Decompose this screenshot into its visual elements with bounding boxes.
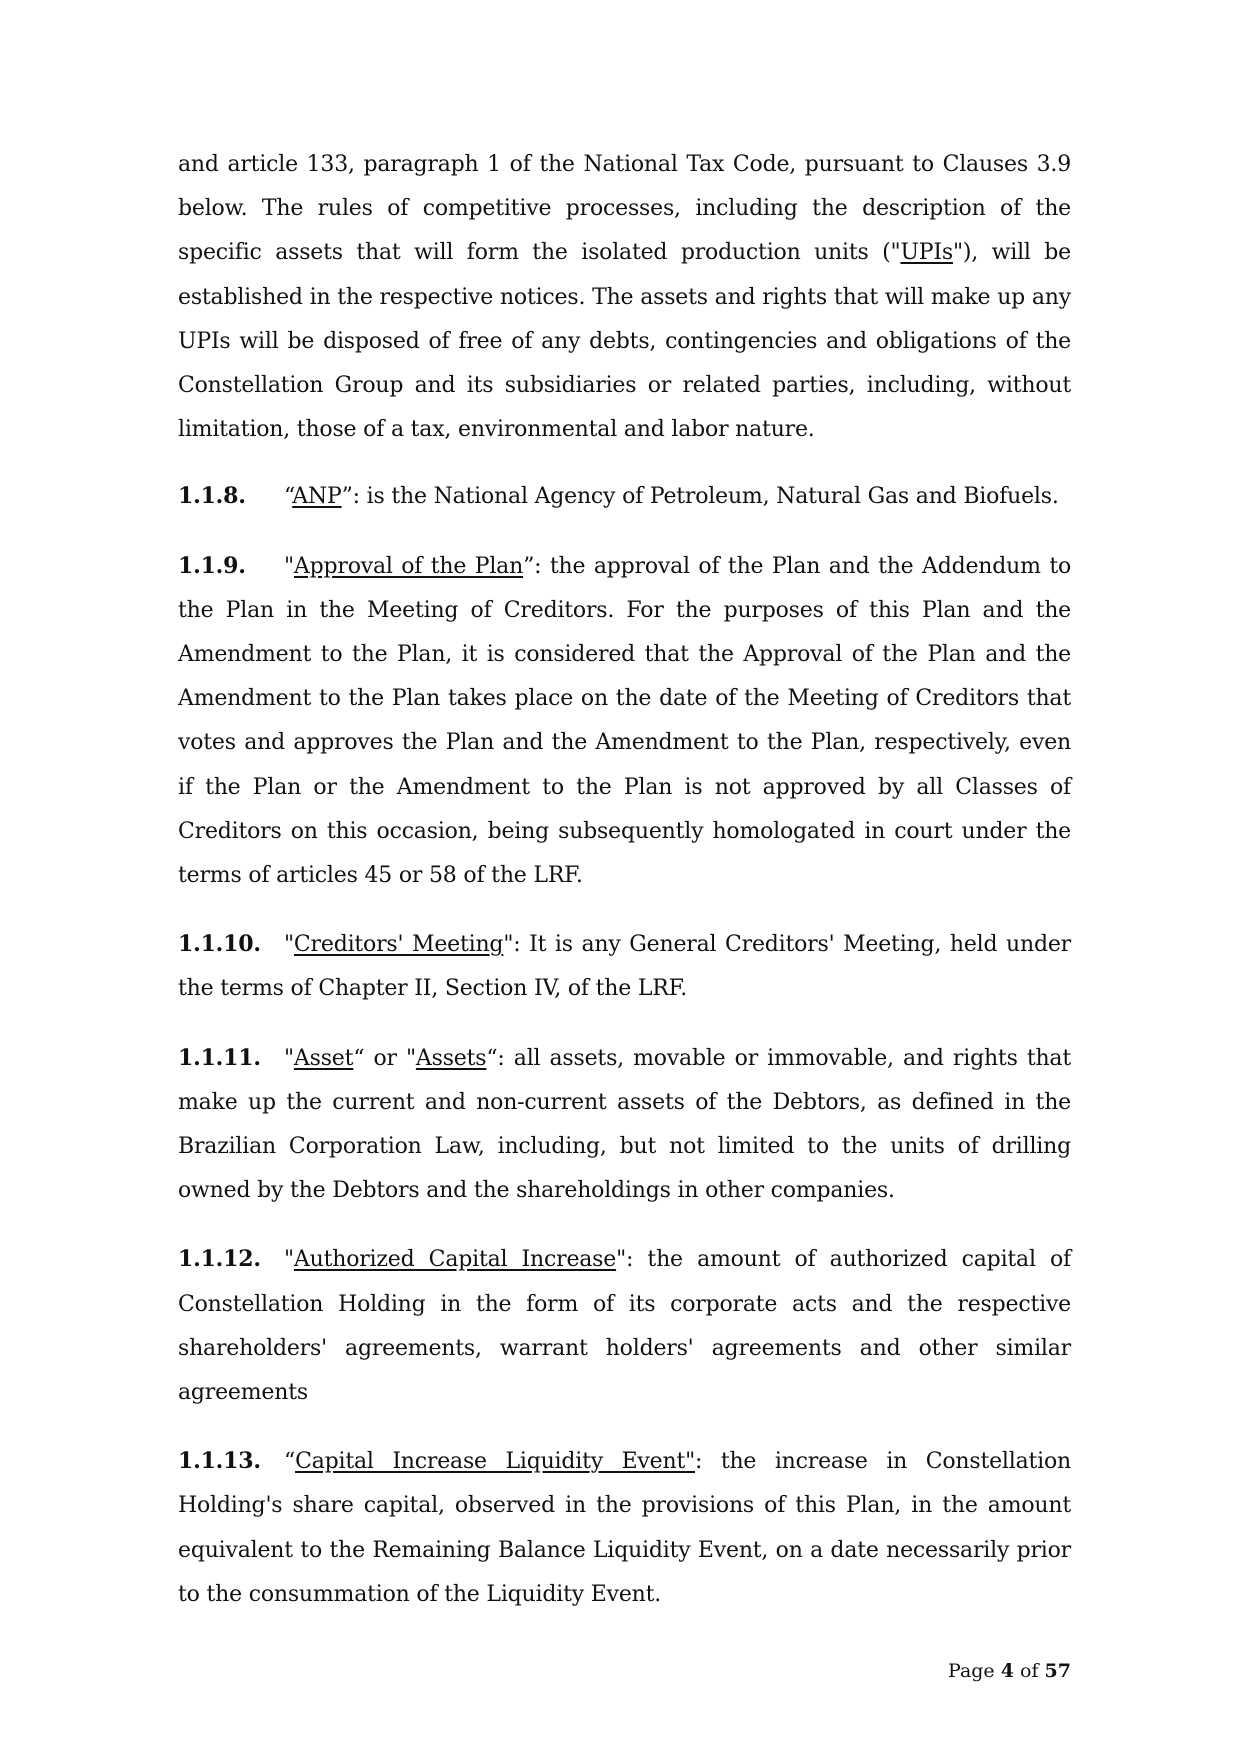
- clause-definition: : all assets, movable or immovable, and rights that make up the current and non-current assets of the Debtors, as defined in the Brazilian Corporation Law, including, but not limited to the units of drilling owned by the Debtors and the shareholdings in other companies.: [178, 1045, 1071, 1204]
- open-quote: ": [284, 1045, 294, 1071]
- clause-1-1-8: [178, 474, 1071, 519]
- document-page: [178, 143, 1071, 1641]
- defined-term: Creditors' Meeting: [293, 932, 504, 958]
- page-footer: [948, 1660, 1071, 1682]
- close-quote: ": [685, 1449, 696, 1475]
- clause-number: 1.1.12.: [178, 1246, 261, 1273]
- clause-definition: : the amount of authorized capital of Constellation Holding in the form of its corporate acts and the respective shareholders' agreements, warrant holders' agreements and other similar agreements: [178, 1247, 1071, 1406]
- of-word: of: [1020, 1660, 1039, 1682]
- clause-1-1-12: [178, 1237, 1071, 1415]
- defined-term: Capital Increase Liquidity Event: [295, 1449, 686, 1475]
- defined-term-2: Assets: [415, 1045, 487, 1071]
- open-quote: ": [284, 553, 294, 579]
- intro-paragraph: [178, 143, 1071, 452]
- close-quote-2: “: [486, 1045, 498, 1071]
- total-pages-number: 57: [1044, 1660, 1071, 1682]
- open-quote: ": [284, 932, 294, 958]
- defined-term: Authorized Capital Increase: [293, 1247, 617, 1273]
- current-page-number: 4: [1000, 1660, 1014, 1682]
- clause-definition: : the increase in Constellation Holding's share capital, observed in the provisions of this Plan, in the amount equivalent to the Remaining Balance Liquidity Event, on a date necessarily prior to the consummation of the Liquidity Event.: [178, 1449, 1071, 1607]
- clause-1-1-10: [178, 922, 1071, 1011]
- clause-1-1-13: [178, 1439, 1071, 1617]
- close-quote: ”: [523, 553, 535, 579]
- open-quote: “: [284, 484, 293, 510]
- clause-definition: : the approval of the Plan and the Addendum to the Plan in the Meeting of Creditors. For the purposes of this Plan and the Amendment to the Plan, it is considered that the Approval of the Plan and the Amendment to the Plan takes place on the date of the Meeting of Creditors that votes and approves the Plan and the Amendment to the Plan, respectively, even if the Plan or the Amendment to the Plan is not approved by all Classes of Creditors on this occasion, being subsequently homologated in court under the terms of articles 45 or 58 of the LRF.: [178, 553, 1072, 889]
- close-quote: “: [353, 1045, 365, 1071]
- clause-definition: : It is any General Creditors' Meeting, held under the terms of Chapter II, Section IV, of the LRF.: [178, 932, 1071, 1002]
- clause-number: 1.1.10.: [178, 931, 261, 958]
- defined-term: Asset: [293, 1045, 354, 1071]
- defined-term: ANP: [292, 484, 342, 510]
- clause-number: 1.1.11.: [178, 1044, 261, 1071]
- intro-text-before: and article 133, paragraph 1 of the National Tax Code, pursuant to Clauses 3.9 below. The rules of competitive processes, including the description of the specific assets that will form the isolated production units (": [178, 152, 1071, 266]
- defined-term: Approval of the Plan: [293, 553, 524, 579]
- page-word: Page: [948, 1660, 995, 1682]
- term-separator: or ": [364, 1045, 416, 1071]
- close-quote: ": [503, 932, 514, 958]
- term-upis: UPIs: [900, 240, 953, 266]
- intro-text-after: "), will be established in the respective notices. The assets and rights that will make up any UPIs will be disposed of free of any debts, contingencies and obligations of the Constellation Group and its subsidiaries or related parties, including, without limitation, those of a tax, environmental and labor nature.: [178, 240, 1071, 443]
- close-quote: ”: [341, 484, 353, 510]
- clause-number: 1.1.8.: [178, 483, 246, 510]
- clause-1-1-9: [178, 544, 1071, 899]
- open-quote: ": [284, 1247, 294, 1273]
- open-quote: “: [284, 1449, 296, 1475]
- clause-definition: : is the National Agency of Petroleum, Natural Gas and Biofuels.: [352, 484, 1059, 510]
- close-quote: ": [616, 1247, 627, 1273]
- clause-number: 1.1.9.: [178, 552, 246, 579]
- clause-1-1-11: [178, 1036, 1071, 1214]
- clause-number: 1.1.13.: [178, 1448, 261, 1475]
